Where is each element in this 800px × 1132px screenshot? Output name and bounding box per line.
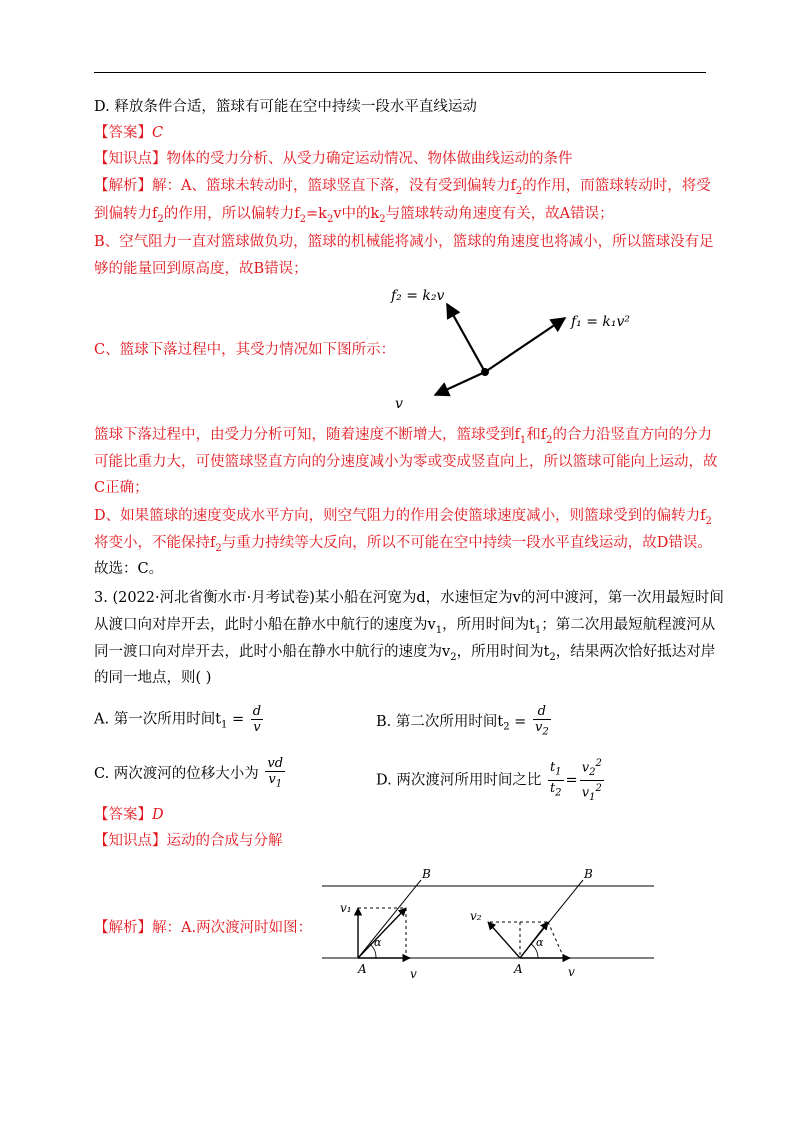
f2-arrow (447, 304, 485, 372)
label-v1: v₁ (340, 901, 352, 915)
q3-line-1: 3. (2022·河北省衡水市·月考试卷)某小船在河宽为d，水速恒定为v的河中渡河，第一次用最短时间 (94, 590, 724, 606)
label-a2: A (514, 962, 523, 976)
answer2-label: 【答案】 (94, 807, 152, 823)
q3-line-2: 从渡口向对岸开去，此时小船在静水中航行的速度为$v_1$，所用时间为$t_1$；第二次用最短航程渡河从 (94, 617, 716, 636)
analysis-label: 【解析】 (94, 178, 152, 194)
selection-line: 故选：C。 (94, 561, 164, 577)
analysis-line-b1: B、空气阻力一直对篮球做负功，篮球的机械能将减小，篮球的角速度也将减小，所以篮球没有足 (94, 234, 714, 250)
v-label: v (395, 396, 403, 410)
answer-line-1 (94, 123, 706, 143)
header-rule (94, 72, 706, 73)
answer-value: C (152, 125, 164, 141)
q3-text-2b: ，所用时间为t (442, 617, 535, 633)
knowledge2-value: 运动的合成与分解 (166, 833, 283, 849)
analysis-line-a1: 【解析】解：A、篮球未转动时，篮球竖直下落，没有受到偏转力$f_2$的作用，而篮球转动时，将受 (94, 178, 711, 197)
analysis-text-d2b: 与重力持续等大反向，所以不可能在空中持续一段水平直线运动，故D错误。 (221, 535, 712, 551)
q3-text-3c: ，结果两次恰好抵达对岸 (555, 644, 716, 660)
analysis-text-d2a: 将变小，不能保持f (94, 535, 216, 551)
analysis-text-c2c: 的合力沿竖直方向的分力 (552, 427, 712, 443)
analysis-line-c1: C、篮球下落过程中，其受力情况如下图所示： (94, 342, 396, 358)
analysis-line-d1: D、如果篮球的速度变成水平方向，则空气阻力的作用会使篮球速度减小，则篮球受到的偏转力$f_2$ (94, 508, 712, 527)
v2-arrow (488, 922, 520, 958)
knowledge-line-1 (94, 149, 706, 169)
q3-text-3a: 同一渡口向对岸开去，此时小船在静水中航行的速度为v (94, 644, 451, 660)
analysis-text-a7: 与篮球转动角速度有关，故A错误； (385, 206, 614, 222)
knowledge-label: 【知识点】 (94, 151, 167, 167)
analysis-line-c4: C正确； (94, 480, 149, 496)
option-d-fraction-t: $\frac{t_1}{t_2}$ (549, 760, 562, 799)
option-b-fraction: $\frac{d}{v_2}$ (534, 704, 549, 738)
option-b: B. 第二次所用时间$t_2$ = $\frac{d}{v_2}$ (376, 704, 549, 738)
answer-label: 【答案】 (94, 125, 152, 141)
analysis-text-a4: 的作用，所以偏转力f (163, 206, 300, 222)
analysis-line-c2: 篮球下落过程中，由受力分析可知，随着速度不断增大，篮球受到$f_1$和$f_2$的合力沿竖直方向的分力 (94, 427, 712, 446)
q3-text-2c: ；第二次用最短航程渡河从 (541, 617, 716, 633)
ball-point (481, 368, 489, 376)
label-v2: v₂ (470, 909, 482, 923)
q3-text-2a: 从渡口向对岸开去，此时小船在静水中航行的速度为v (94, 617, 436, 633)
analysis-text-a2: 的作用，而篮球转动时，将受 (522, 178, 711, 194)
analysis2-text: 解：A.两次渡河时如图： (152, 920, 313, 936)
dash-2b (548, 922, 564, 958)
path-1 (358, 880, 421, 958)
label-vflow1: v (410, 967, 417, 981)
knowledge2-label: 【知识点】 (94, 833, 167, 849)
option-c (94, 756, 287, 792)
f2-label: f₂ = k₂v (391, 288, 445, 304)
resultant-1-arrow (358, 908, 406, 958)
knowledge-value: 物体的受力分析、从受力确定运动情况、物体做曲线运动的条件 (166, 151, 573, 167)
option-d-line: D. 释放条件合适，篮球有可能在空中持续一段水平直线运动 (94, 99, 477, 115)
option-a: A. 第一次所用时间$t_1$ = $\frac{d}{v}$ (94, 704, 262, 735)
analysis-line-a2: 到偏转力$f_2$的作用，所以偏转力$f_2=k_2v$中的$k_2$与篮球转动角速度有关，故A错误； (94, 206, 614, 225)
answer-line-2 (94, 805, 706, 825)
label-alpha1: α (374, 936, 382, 949)
label-alpha2: α (536, 936, 544, 949)
label-a1: A (358, 962, 367, 976)
option-b-text: B. 第二次所用时间t (376, 713, 504, 730)
option-a-text: A. 第一次所用时间t (94, 711, 222, 728)
analysis-text-a1: 解：A、篮球未转动时，篮球竖直下落，没有受到偏转力f (152, 178, 516, 194)
option-a-fraction: $\frac{d}{v}$ (252, 704, 262, 735)
analysis-line-d2: 将变小，不能保持$f_2$与重力持续等大反向，所以不可能在空中持续一段水平直线运动，故D错误。 (94, 535, 712, 554)
label-b1: B (422, 867, 431, 881)
analysis2-label: 【解析】 (94, 920, 152, 936)
q3-line-4: 的同一地点，则( ) (94, 670, 212, 686)
option-d: D. 两次渡河所用时间之比 $\frac{t_1}{t_2}$ = $\frac{v_2^2}{v_1^2}$ (376, 758, 602, 803)
option-c-text: C. 两次渡河的位移大小为 (94, 765, 259, 782)
analysis-text-a5: =k (306, 206, 327, 222)
q3-text-3b: ，所用时间为t (456, 644, 550, 660)
analysis-line-b2: 够的能量回到原高度，故B错误； (94, 261, 308, 277)
analysis-text-d1a: D、如果篮球的速度变成水平方向，则空气阻力的作用会使篮球速度减小，则篮球受到的偏转力f (94, 508, 706, 524)
f1-label: f₁ = k₁v² (571, 314, 631, 330)
analysis-text-a3: 到偏转力f (94, 206, 158, 222)
option-d-fraction-v: $\frac{v_2^2}{v_1^2}$ (581, 758, 602, 803)
answer2-value: D (152, 807, 164, 823)
analysis-text-c2a: 篮球下落过程中，由受力分析可知，随着速度不断增大，篮球受到f (94, 427, 520, 443)
option-c-fraction: $\frac{vd}{v_1}$ (267, 756, 284, 790)
resultant-2-arrow (520, 922, 548, 958)
label-vflow2: v (568, 965, 575, 979)
label-b2: B (584, 867, 593, 881)
option-d-text: D. 两次渡河所用时间之比 (376, 772, 542, 789)
q3-line-3: 同一渡口向对岸开去，此时小船在静水中航行的速度为$v_2$，所用时间为$t_2$，结果两次恰好抵达对岸 (94, 644, 716, 663)
analysis-text-c2b: 和f (526, 427, 547, 443)
analysis-line-c3: 可能比重力大，可使篮球竖直方向的分速度减小为零或变成竖直向上，所以篮球可能向上运动，故 (94, 454, 718, 470)
river-diagram (318, 860, 658, 990)
knowledge-line-2 (94, 831, 706, 851)
v-arrow (435, 372, 485, 395)
analysis-text-a6: v中的k (333, 206, 380, 222)
